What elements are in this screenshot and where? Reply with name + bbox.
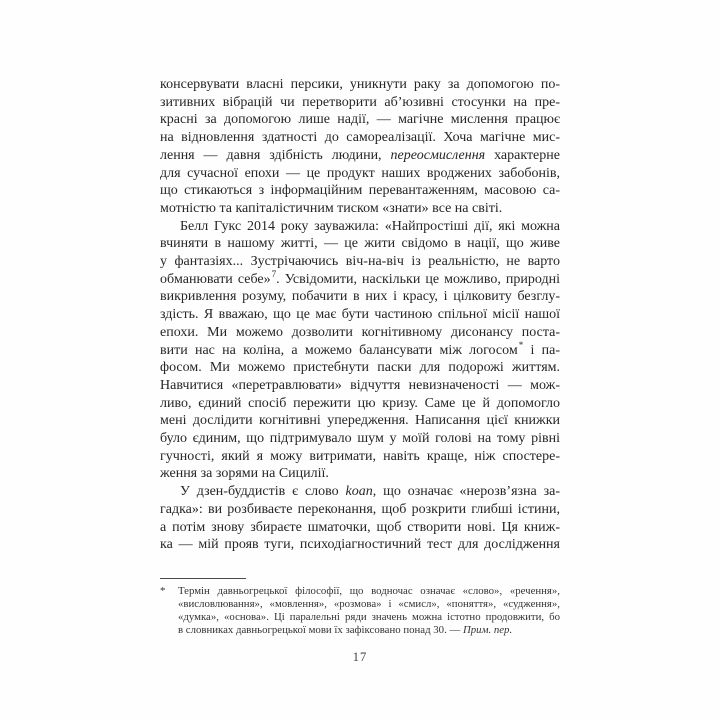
- text-segment: що стикаються з інформаційним перевантаженням, масовою са-: [160, 183, 560, 199]
- text-segment: Навчитися «перетравлювати» відчуття невизначеності — мож-: [160, 377, 560, 393]
- paragraph: [160, 218, 560, 484]
- text-segment: красні за допомогою лише надії, — магічне мислення працює: [160, 112, 560, 128]
- text-segment: викривлення розуму, побачити в них і красу, і цілковиту безглу-: [160, 289, 560, 305]
- text-line: [160, 271, 560, 289]
- text-line: [160, 111, 560, 129]
- footnote: [160, 585, 560, 637]
- text-line: [160, 94, 560, 112]
- text-line: [160, 306, 560, 324]
- footnote-rule: [160, 578, 246, 579]
- text-segment: лення — давня здібність людини,: [160, 147, 391, 163]
- text-segment: мені дослідити когнітивні упередження. Написання цієї книжки: [160, 413, 560, 429]
- text-line: [160, 359, 560, 377]
- text-segment: було єдиним, що підтримувало шум у моїй голові на тому рівні: [160, 431, 560, 447]
- text-line: [160, 501, 560, 519]
- text-line: [160, 235, 560, 253]
- text-line: [178, 598, 560, 611]
- footnote-marker: *: [160, 584, 166, 597]
- text-line: [178, 611, 560, 624]
- text-segment: зитивних вібрацій чи перетворити аб’юзивні стосунки на пре-: [160, 94, 560, 110]
- text-segment: ливо, єдиний спосіб пережити цю кризу. Саме це й допомогло: [160, 395, 560, 411]
- text-segment: гучності, який я можу витримати, навіть краще, ніж спостере-: [160, 448, 560, 464]
- text-segment: мотністю та капіталістичним тиском «знати» все на світі.: [160, 200, 503, 216]
- text-line: [178, 624, 560, 637]
- text-segment: ження за зорями на Сицилії.: [160, 466, 329, 482]
- text-line: [160, 76, 560, 94]
- text-segment: на відновлення здатності до самореалізації. Хоча магічне мис-: [160, 130, 560, 146]
- text-line: [160, 519, 560, 537]
- text-segment: вчиняти в нашому житті, — це жити свідомо в нації, що живе: [160, 236, 560, 252]
- text-line: [160, 377, 560, 395]
- text-line: [160, 147, 560, 165]
- text-segment: вити нас на коліна, а можемо балансувати між логосом: [160, 342, 518, 358]
- text-segment: ка — мій прояв туги, психодіагностичний тест для дослідження: [160, 537, 560, 553]
- text-line: [160, 129, 560, 147]
- text-line: [160, 395, 560, 413]
- text-segment: У дзен-буддистів є слово: [180, 484, 346, 500]
- main-text: [160, 76, 560, 554]
- text-segment: у фантазіях... Зустрічаючись віч-на-віч із реальністю, не варто: [160, 254, 560, 270]
- text-line: [160, 182, 560, 200]
- text-line: [160, 412, 560, 430]
- text-segment: «висловлювання», «мовлення», «розмова» і «смисл», «поняття», «судження»,: [178, 597, 560, 610]
- italic-term: Прим. пер.: [462, 623, 513, 636]
- text-segment: консервувати власні персики, уникнути раку за допомогою по-: [160, 77, 560, 92]
- text-segment: . Усвідомити, наскільки це можливо, природні: [276, 271, 560, 287]
- footnote-text: [178, 585, 560, 637]
- text-segment: для сучасної епохи — це продукт наших вроджених забобонів,: [160, 165, 560, 181]
- text-line: [160, 324, 560, 342]
- text-line: [160, 430, 560, 448]
- text-segment: , що означає «нерозв’язна за-: [372, 484, 561, 500]
- text-segment: здість. Я вважаю, що це має бути частиною спільної місії нашої: [160, 307, 560, 323]
- text-segment: характерне: [485, 147, 560, 163]
- italic-term: переосмислення: [390, 147, 486, 163]
- text-segment: Термін давньогрецької філософії, що водночас означає «слово», «речення»,: [178, 584, 560, 597]
- text-segment: і па-: [523, 342, 560, 358]
- text-segment: в словниках давньогрецької мови їх зафіксовано понад 30. —: [178, 623, 463, 636]
- text-segment: фосом. Ми можемо пристебнути паски для подорожі життям.: [160, 360, 560, 376]
- text-segment: Белл Гукс 2014 року зауважила: «Найпростіші дії, які можна: [180, 218, 560, 234]
- text-line: [160, 200, 560, 218]
- text-segment: гадка»: ви розбиваєте переконання, щоб розкрити глибші істини,: [160, 501, 560, 517]
- text-line: [160, 288, 560, 306]
- text-segment: епохи. Ми можемо дозволити когнітивному дисонансу поста-: [160, 324, 560, 340]
- text-segment: обманювати себе»: [160, 271, 271, 287]
- text-line: [160, 253, 560, 271]
- text-line: [178, 585, 560, 598]
- italic-term: koan: [345, 484, 373, 500]
- text-line: [160, 536, 560, 554]
- text-segment: «думка», «основа». Ці паралельні ряди значень можна істотно продовжити, бо: [178, 610, 560, 623]
- text-segment: а потім знову збираєте шматочки, щоб створити нові. Ця книж-: [160, 519, 560, 535]
- text-line: [160, 483, 560, 501]
- paragraph: [160, 483, 560, 554]
- text-line: [160, 165, 560, 183]
- paragraph: [160, 76, 560, 218]
- text-line: [160, 339, 560, 360]
- text-line: [160, 218, 560, 236]
- text-line: [160, 465, 560, 483]
- page-number: 17: [352, 649, 368, 664]
- footnote-reference: *: [518, 339, 524, 350]
- text-line: [160, 448, 560, 466]
- footnote-reference: 7: [271, 269, 277, 280]
